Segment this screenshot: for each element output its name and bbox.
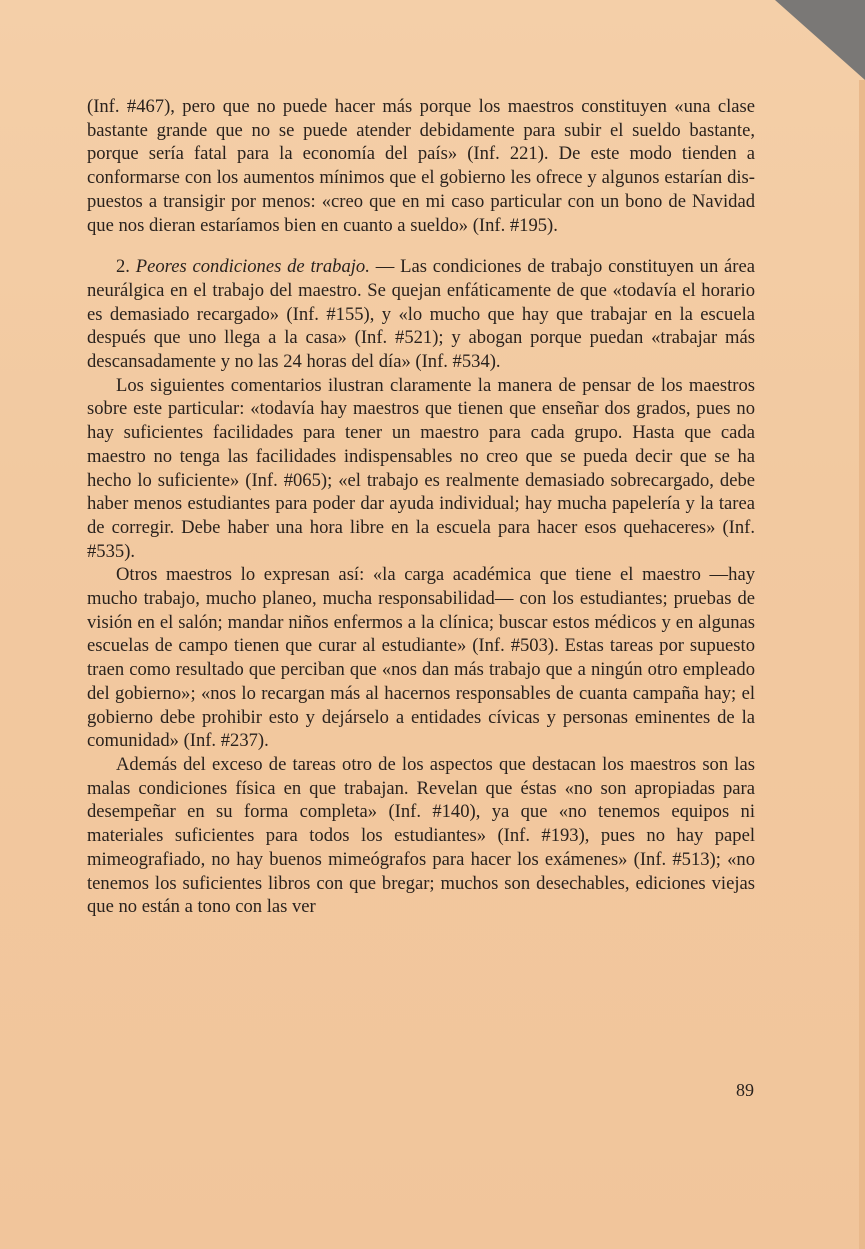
section-number: 2.	[116, 256, 130, 278]
section-text: — Las condiciones de trabajo constituyen un área neurálgica en el trabajo del maestro. Se quejan enfáticamente de que «todavía el horario es demasiado recargado» (Inf. #155), y «lo mucho que hay que trabajar en la escuela después que uno llega a la casa» (Inf. #521); y abogan porque puedan «trabajar más descansadamente y no las 24 horas del día» (Inf. #534).	[87, 256, 755, 373]
paragraph-4: Otros maestros lo expresan así: «la carga académica que tiene el maestro —hay mucho trabajo, mucho planeo, mucha responsabilidad— con los estudiantes; pruebas de visión en el salón; mandar niños enfermos a la clínica; buscar estos médicos y en algunas escuelas de campo tienen que curar al estudiante» (Inf. #503). Estas tareas por supuesto traen como resultado que perciban que «nos dan más trabajo que a ningún otro empleado del gobierno»; «nos lo recargan más al hacernos responsables de cuanta campaña hay; el gobierno debe prohibir esto y dejárselo a entidades cívicas y personas eminentes de la comunidad» (Inf. #237).	[87, 564, 755, 752]
paragraph-5: Además del exceso de tareas otro de los aspectos que destacan los maestros son las malas condiciones física en que trabajan. Revelan que éstas «no son apropiadas para desempeñar en su forma completa» (Inf. #140), ya que «no tenemos equipos ni materiales suficientes para todos los estudiantes» (Inf. #193), pues no hay papel mimeografiado, no hay buenos mimeógrafos para hacer los exámenes» (Inf. #513); «no tenemos los suficientes libros con que bregar; muchos son desechables, ediciones viejas que no están a tono con las ver	[87, 753, 755, 918]
torn-corner	[775, 0, 865, 80]
paragraph-2	[87, 255, 755, 374]
body-text	[87, 95, 755, 919]
page-number: 89	[736, 1080, 754, 1100]
page-edge	[859, 80, 865, 1249]
section-title: Peores condiciones de trabajo.	[135, 256, 370, 278]
paragraph-3: Los siguientes comentarios ilustran claramente la manera de pensar de los maestros sobre este particular: «todavía hay maestros que tienen que enseñar dos grados, pues no hay suficientes facilidades para tener un maestro para cada grupo. Hasta que cada maestro no tenga las facilidades indispensables no creo que se pueda decir que se ha hecho lo suficiente» (Inf. #065); «el trabajo es realmente demasiado sobrecargado, debe haber menos estudiantes para poder dar ayuda individual; hay mucha papelería y la tarea de corregir. Debe haber una hora libre en la escuela para hacer esos quehaceres» (Inf. #535).	[87, 374, 755, 562]
paragraph-1: (Inf. #467), pero que no puede hacer más porque los maestros constituyen «una clase bastante grande que no se puede atender debidamente para subir el sueldo bastante, porque sería fatal para la economía del país» (Inf. 221). De este modo tienden a conformarse con los aumentos mínimos que el gobierno les ofrece y algunos estarían dispuestos a transigir por menos: «creo que en mi caso particular con un bono de Navidad que nos dieran estaríamos bien en cuanto a sueldo» (Inf. #195).	[87, 96, 755, 236]
